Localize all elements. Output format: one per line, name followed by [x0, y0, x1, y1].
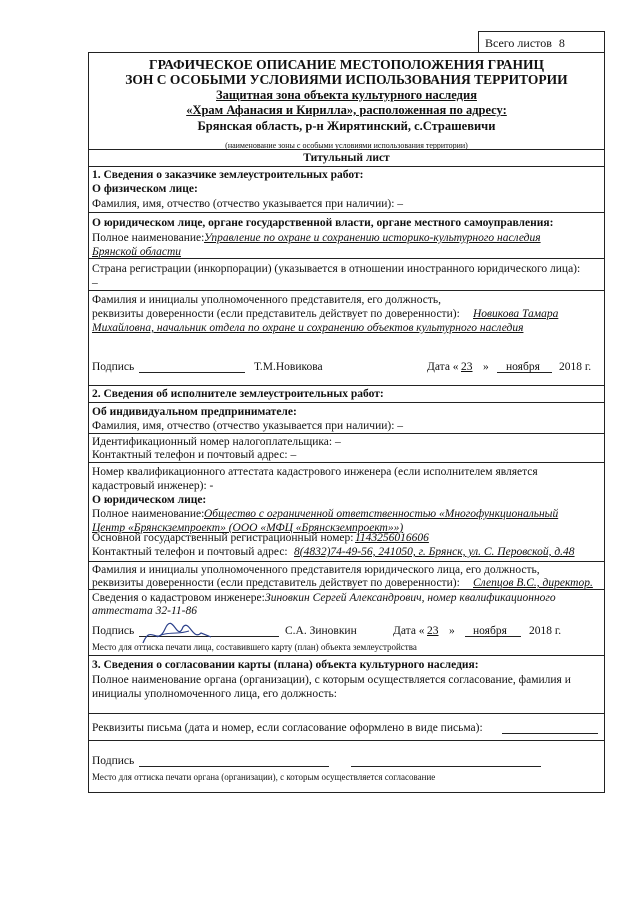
s2-fullname-label: Полное наименование: — [92, 508, 205, 520]
s2-qual-1: Номер квалификационного аттестата кадастрового инженера (если исполнителем является — [92, 466, 538, 478]
s1-title: 1. Сведения о заказчике землеустроительных работ: — [92, 169, 364, 181]
s2-ip-label: Об индивидуальном предпринимателе: — [92, 406, 297, 418]
s1-fullname-1: Управление по охране и сохранению историко-культурного наследия — [204, 232, 541, 244]
s2-eng-label: Сведения о кадастровом инженере: — [92, 592, 265, 604]
s2-title-row — [89, 385, 604, 402]
s2-title: 2. Сведения об исполнителе землеустроительных работ: — [92, 388, 384, 400]
s2-eng-val-2: аттестата 32-11-86 — [92, 605, 197, 617]
s2-eng-val-1: Зиновкин Сергей Александрович, номер квалификационного — [265, 592, 556, 604]
title-sheet-form — [88, 52, 605, 793]
s2-date-year: 2018 г. — [529, 625, 562, 637]
s1-rep-2: реквизиты доверенности (если представитель действует по доверенности): — [92, 308, 460, 320]
header-line-3: Защитная зона объекта культурного наследия — [216, 88, 477, 102]
s1-sign-label: Подпись — [92, 361, 135, 373]
s2-ip-fio: Фамилия, имя, отчество (отчество указывается при наличии): – — [92, 420, 404, 432]
s1-customer-phys — [89, 166, 604, 212]
s1-date-mid: » — [483, 361, 489, 373]
s1-date-day: 23 — [461, 361, 473, 373]
s2-date-month: ноября — [473, 625, 507, 637]
s1-sign-name: Т.М.Новикова — [254, 361, 323, 373]
s1-jur — [89, 212, 604, 258]
s1-country-text: Страна регистрации (инкорпорации) (указывается в отношении иностранного юридического лица): — [92, 263, 581, 275]
s2-date-mid: » — [449, 625, 455, 637]
total-sheets-label: Всего листов — [485, 36, 552, 50]
s2-sign-name: С.А. Зиновкин — [285, 625, 357, 637]
s3-title: 3. Сведения о согласовании карты (плана) объекта культурного наследия: — [92, 659, 479, 671]
title-sheet-row — [89, 149, 604, 166]
s2-ogrn-label: Основной государственный регистрационный номер: — [92, 532, 354, 544]
s2-inn: Идентификационный номер налогоплательщика: – — [92, 436, 341, 448]
s1-representative — [89, 290, 604, 385]
s2-qual-2: кадастровый инженер): - — [92, 480, 214, 492]
s2-engineer — [89, 589, 604, 619]
s2-contact: Контактный телефон и почтовый адрес: – — [92, 449, 297, 461]
s1-country — [89, 258, 604, 290]
header-line-5: Брянская область, р-н Жирятинский, с.Страшевичи — [197, 119, 496, 133]
s1-fullname-label: Полное наименование: — [92, 232, 205, 244]
s1-rep-val-1: Новикова Тамара — [473, 308, 559, 320]
s1-phys-fio: Фамилия, имя, отчество (отчество указывается при наличии): – — [92, 198, 404, 210]
s1-jur-label: О юридическом лице, органе государственной власти, органе местного самоуправления: — [92, 217, 554, 229]
s3-text-2: инициалы уполномоченного лица, его должность: — [92, 688, 337, 700]
total-sheets-value: 8 — [558, 36, 565, 50]
header-line-2: ЗОН С ОСОБЫМИ УСЛОВИЯМИ ИСПОЛЬЗОВАНИЯ ТЕРРИТОРИИ — [125, 72, 568, 87]
header-note: (наименование зоны с особыми условиями использования территории) — [225, 141, 468, 150]
s2-jur-label: О юридическом лице: — [92, 494, 207, 506]
s2-rep-val: Слепцов В.С., директор. — [473, 577, 593, 589]
header-line-1: ГРАФИЧЕСКОЕ ОПИСАНИЕ МЕСТОПОЛОЖЕНИЯ ГРАНИЦ — [148, 57, 545, 72]
s2-date-day: 23 — [427, 625, 439, 637]
header-line-4: «Храм Афанасия и Кирилла», расположенная по адресу: — [186, 103, 507, 117]
s1-sign-line — [139, 372, 245, 373]
s3-sign-label: Подпись — [92, 755, 135, 767]
s3-text-1: Полное наименование органа (организации), с которым осуществляется согласование, фамилия и — [92, 674, 571, 686]
s1-rep-1: Фамилия и инициалы уполномоченного представителя, его должность, — [92, 294, 441, 306]
s2-rep-1: Фамилия и инициалы уполномоченного представителя юридического лица, его должность, — [92, 564, 540, 576]
s2-fullname-2: Центр «Брянскземпроект» (ООО «МФЦ «Брянскземпроект»») — [92, 522, 404, 534]
s2-sign-label: Подпись — [92, 625, 135, 637]
s2-rep — [89, 561, 604, 589]
s1-date-year: 2018 г. — [559, 361, 592, 373]
s1-date-label: Дата « — [427, 361, 459, 373]
s3-agreement — [89, 655, 604, 713]
s2-ogrn-val: 1143256016606 — [355, 532, 429, 544]
s3-stamp-note: Место для оттиска печати органа (организации), с которым осуществляется согласование — [92, 772, 436, 782]
title-sheet-label: Титульный лист — [303, 152, 390, 164]
s2-ogrn-contact — [89, 526, 604, 558]
s2-stamp-note: Место для оттиска печати лица, составившего карту (план) объекта землеустройства — [92, 642, 417, 652]
s3-letter-line — [502, 733, 598, 734]
s2-contact2-label: Контактный телефон и почтовый адрес: — [92, 546, 288, 558]
s3-letter-text: Реквизиты письма (дата и номер, если согласование оформлено в виде письма): — [92, 722, 483, 734]
s1-country-val: – — [92, 277, 98, 289]
s3-sign-line-1 — [139, 766, 329, 767]
s1-phys-label: О физическом лице: — [92, 183, 198, 195]
s2-fullname-1: Общество с ограниченной ответственностью «Многофункциональный — [204, 508, 559, 520]
s2-ip — [89, 402, 604, 433]
total-sheets-box — [478, 31, 605, 53]
s3-sign-line-2 — [351, 766, 541, 767]
s2-contact2-val: 8(4832)74-49-56, 241050, г. Брянск, ул. С. Перовской, д.48 — [294, 546, 575, 558]
s1-fullname-2: Брянской области — [92, 246, 182, 258]
s2-date-label: Дата « — [393, 625, 425, 637]
s1-date-month: ноября — [506, 361, 540, 373]
s3-letter — [89, 713, 604, 740]
s1-rep-val-2: Михайловна, начальник отдела по охране и сохранению объектов культурного наследия — [92, 322, 524, 334]
s2-rep-2: реквизиты доверенности (если представитель действует по доверенности): — [92, 577, 460, 589]
s3-signature — [89, 740, 604, 792]
s2-inn-contact — [89, 433, 604, 462]
